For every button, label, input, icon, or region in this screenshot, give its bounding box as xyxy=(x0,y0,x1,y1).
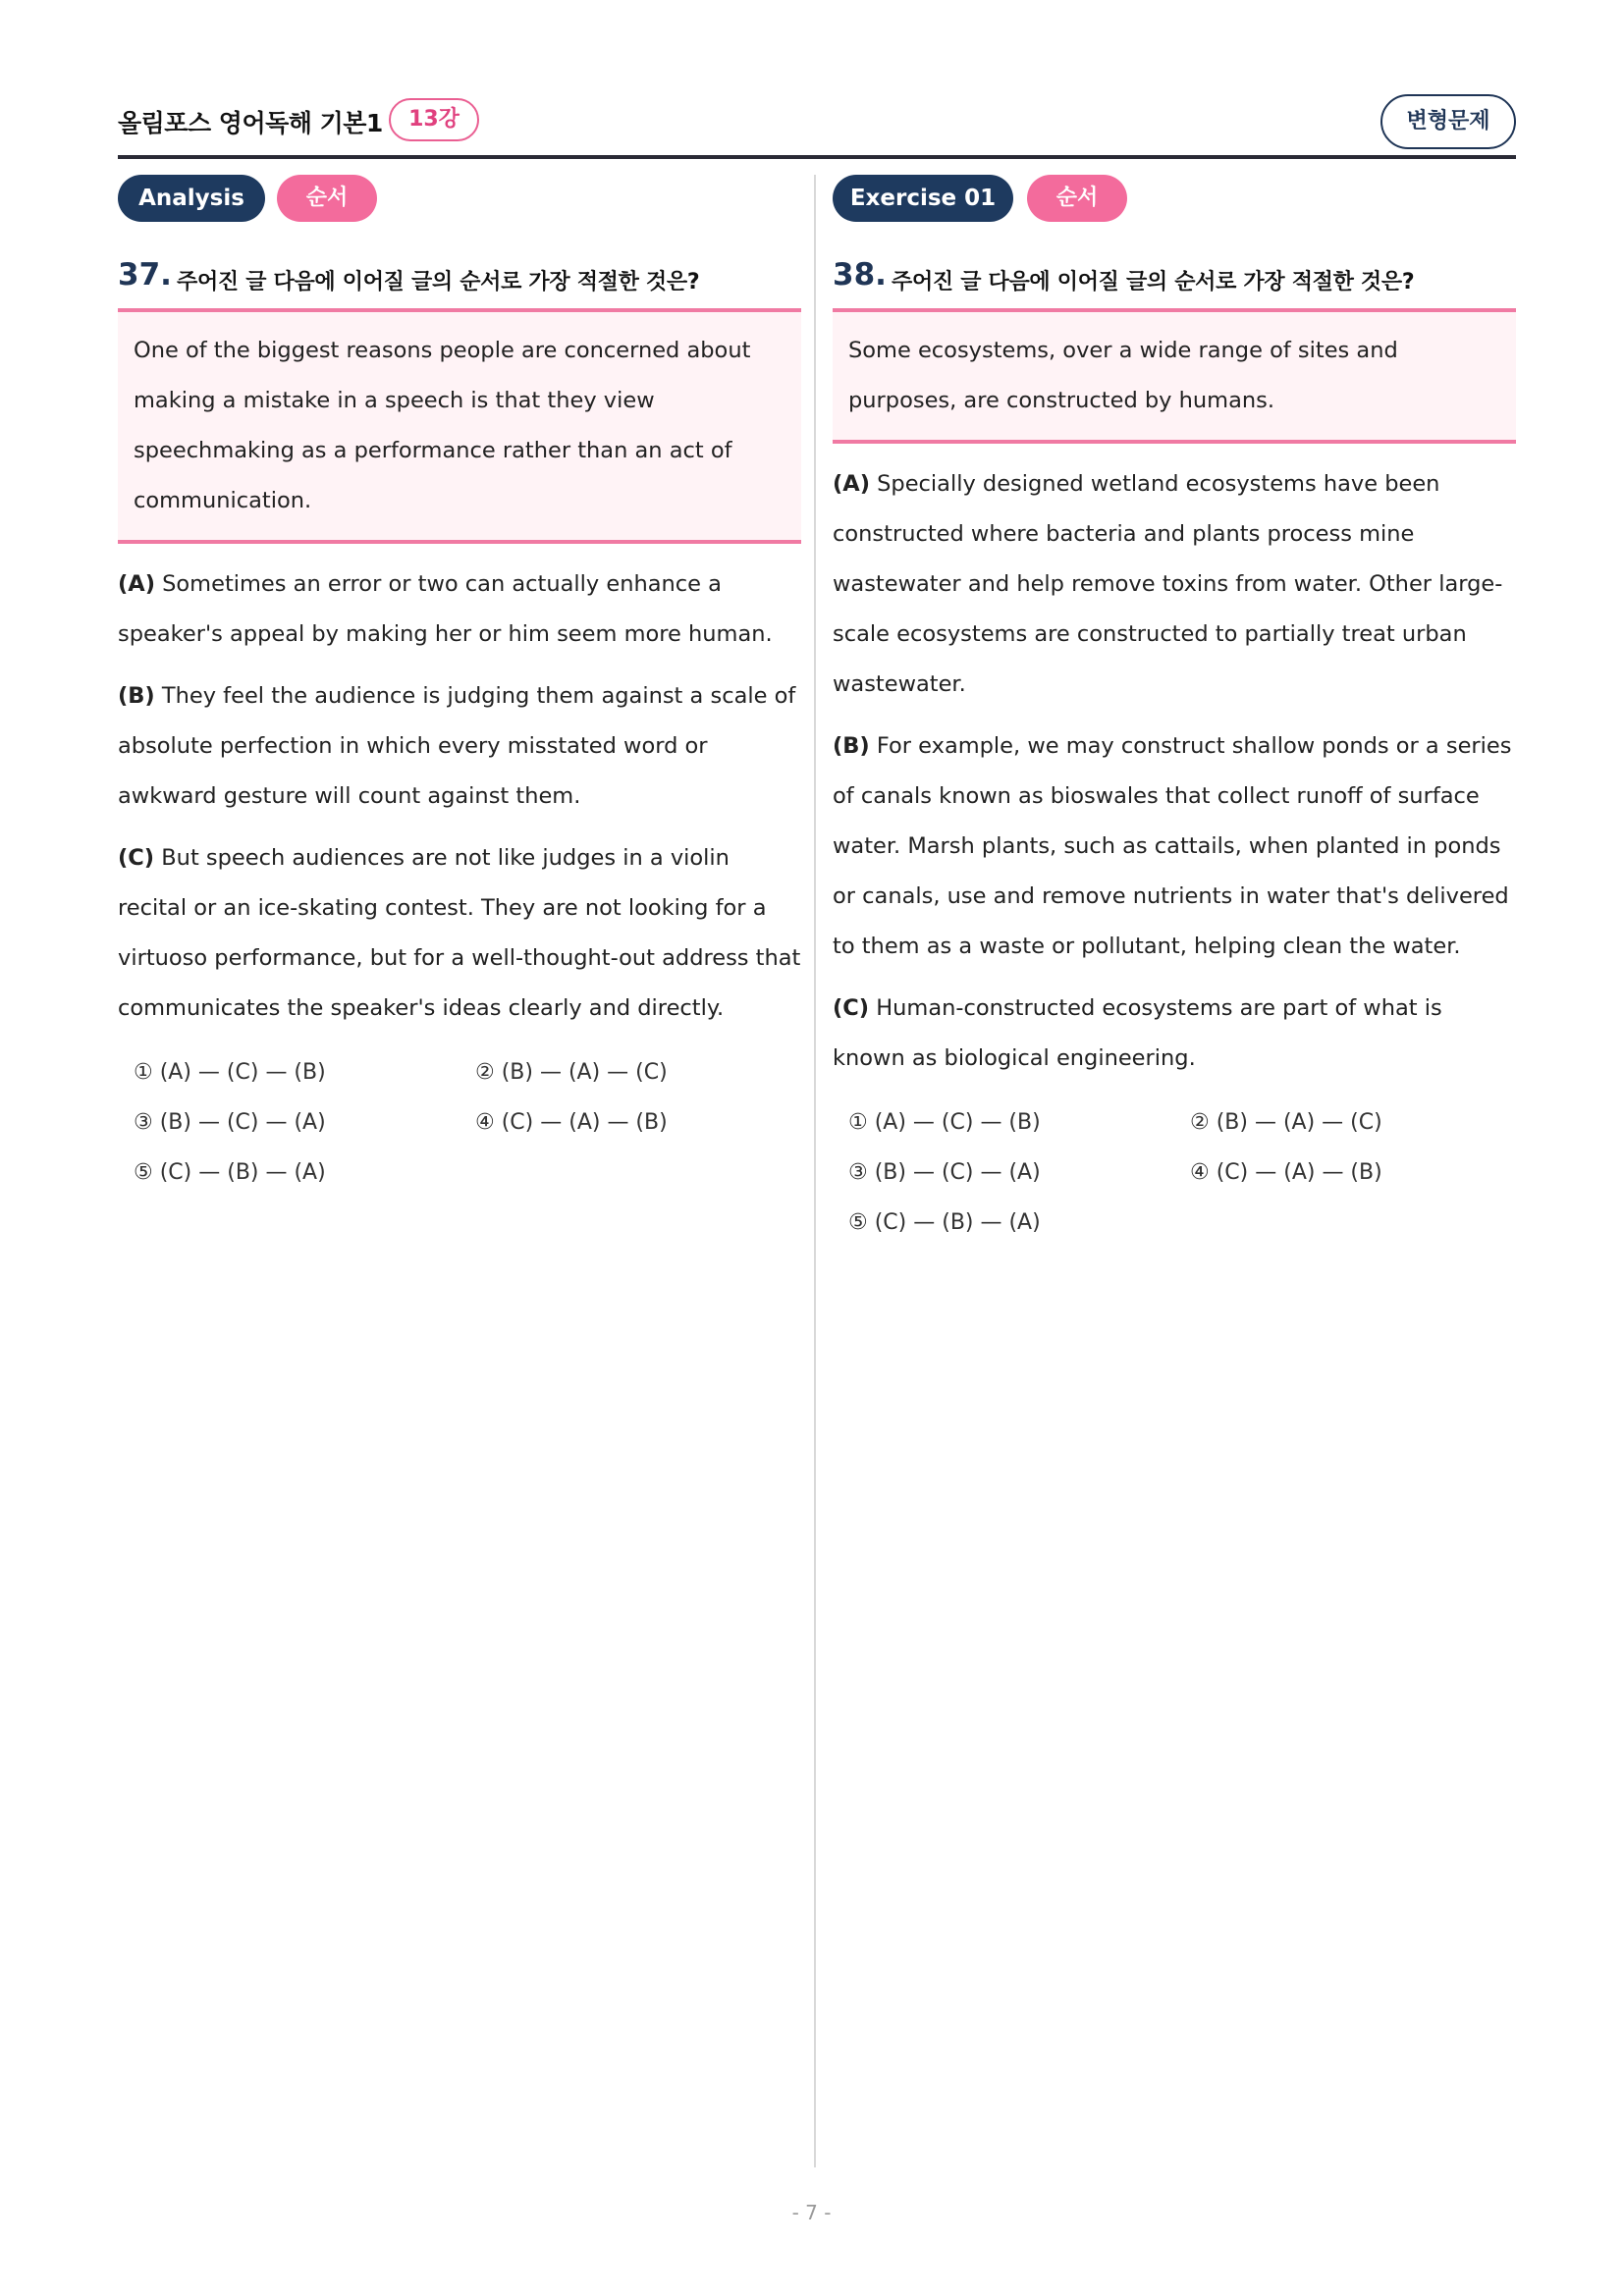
choice-5[interactable]: ⑤ (C) — (B) — (A) xyxy=(848,1210,1041,1235)
book-title: 올림포스 영어독해 기본1 xyxy=(118,109,383,137)
paragraph-text: For example, we may construct shallow ponds or a series of canals known as bioswales that collect runoff of surface water. Marsh plants, such as cattails, when planted in ponds or canals, use and remove nutrients in water that's delivered to them as a waste or pollutant, helping clean the water. xyxy=(833,733,1512,959)
choice-4[interactable]: ④ (C) — (A) — (B) xyxy=(1190,1160,1382,1185)
question-number: 37. xyxy=(118,257,172,293)
right-column xyxy=(833,175,1516,1260)
given-passage: Some ecosystems, over a wide range of sites and purposes, are constructed by humans. xyxy=(848,338,1398,413)
question-heading xyxy=(833,259,1516,298)
paragraph-c xyxy=(833,984,1516,1084)
paragraph-marker: (A) xyxy=(118,571,155,597)
paragraph-text: Human-constructed ecosystems are part of what is known as biological engineering. xyxy=(833,995,1442,1071)
choice-2[interactable]: ② (B) — (A) — (C) xyxy=(475,1060,668,1085)
paragraph-b xyxy=(833,721,1516,972)
question-prompt: 주어진 글 다음에 이어질 글의 순서로 가장 적절한 것은? xyxy=(177,270,700,294)
type-badge: 변형문제 xyxy=(1380,94,1516,149)
choice-3[interactable]: ③ (B) — (C) — (A) xyxy=(134,1110,326,1135)
paragraph-a xyxy=(118,560,801,660)
category-tag: 순서 xyxy=(1027,175,1127,222)
choice-2[interactable]: ② (B) — (A) — (C) xyxy=(1190,1110,1382,1135)
paragraph-marker: (B) xyxy=(118,683,155,709)
choice-3[interactable]: ③ (B) — (C) — (A) xyxy=(848,1160,1041,1185)
choice-4[interactable]: ④ (C) — (A) — (B) xyxy=(475,1110,668,1135)
choice-1[interactable]: ① (A) — (C) — (B) xyxy=(848,1110,1041,1135)
given-passage: One of the biggest reasons people are concerned about making a mistake in a speech is that they view speechmaking as a performance rather than an act of communication. xyxy=(134,338,751,513)
paragraph-a xyxy=(833,459,1516,710)
paragraph-text: Specially designed wetland ecosystems have been constructed where bacteria and plants process mine wastewater and help remove toxins from water. Other large-scale ecosystems are constructed to partially treat urban wastewater. xyxy=(833,471,1503,697)
category-tag: 순서 xyxy=(277,175,377,222)
given-passage-box xyxy=(833,308,1516,444)
page-header xyxy=(118,94,1516,159)
paragraph-marker: (C) xyxy=(118,845,155,871)
section-tag: Analysis xyxy=(118,175,265,222)
given-passage-box xyxy=(118,308,801,544)
paragraph-marker: (A) xyxy=(833,471,870,497)
page-number: - 7 - xyxy=(791,2201,832,2224)
paragraph-text: But speech audiences are not like judges in a violin recital or an ice-skating contest. They are not looking for a virtuoso performance, but for a well-thought-out address that communicates the speaker's ideas clearly and directly. xyxy=(118,845,801,1021)
column-divider xyxy=(814,175,816,2167)
header-rule xyxy=(118,155,1516,159)
paragraph-text: Sometimes an error or two can actually enhance a speaker's appeal by making her or him seem more human. xyxy=(118,571,773,647)
paragraph-b xyxy=(118,671,801,822)
paragraph-marker: (C) xyxy=(833,995,870,1021)
paragraph-text: They feel the audience is judging them against a scale of absolute perfection in which every misstated word or awkward gesture will count against them. xyxy=(118,683,796,809)
tag-row xyxy=(833,175,1516,224)
tag-row xyxy=(118,175,801,224)
paragraph-marker: (B) xyxy=(833,733,870,759)
question-number: 38. xyxy=(833,257,887,293)
answer-choices xyxy=(833,1103,1516,1260)
question-heading xyxy=(118,259,801,298)
lesson-badge: 13강 xyxy=(389,98,479,141)
section-tag: Exercise 01 xyxy=(833,175,1013,222)
left-column xyxy=(118,175,801,1210)
choice-1[interactable]: ① (A) — (C) — (B) xyxy=(134,1060,326,1085)
question-prompt: 주어진 글 다음에 이어질 글의 순서로 가장 적절한 것은? xyxy=(892,270,1415,294)
choice-5[interactable]: ⑤ (C) — (B) — (A) xyxy=(134,1160,326,1185)
answer-choices xyxy=(118,1053,801,1210)
paragraph-c xyxy=(118,833,801,1034)
